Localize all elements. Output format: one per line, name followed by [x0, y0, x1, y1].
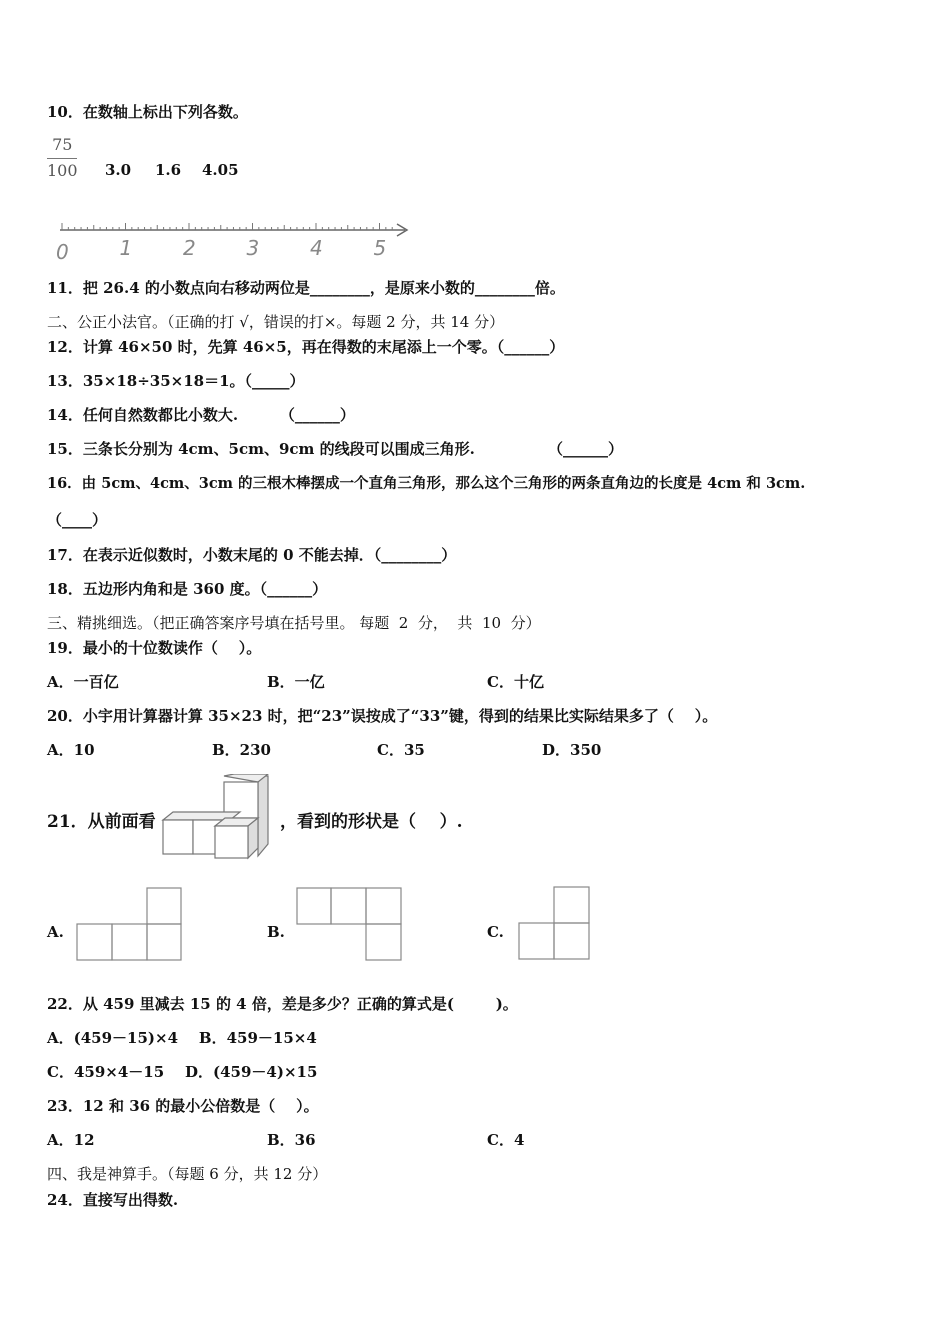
- q19-option-a: A．一百亿: [47, 673, 119, 691]
- q24: 24．直接写出得数.: [47, 1191, 179, 1209]
- axis-label: 2: [183, 236, 196, 260]
- axis-label: 4: [310, 236, 323, 260]
- q23-option-b: B．36: [267, 1131, 316, 1149]
- section-2-heading: 二、公正小法官。（正确的打 √，错误的打×。每题 2 分，共 14 分）: [47, 313, 505, 331]
- number: 4.05: [202, 161, 239, 179]
- q21-option-b: B.: [267, 923, 285, 941]
- q18: 18．五边形内角和是 360 度。（______）: [47, 580, 328, 598]
- q16-blank: （____）: [47, 511, 108, 529]
- axis-label: 0: [56, 240, 69, 263]
- q21-suffix: ，看到的形状是（ ）.: [280, 812, 463, 832]
- q14: 14．任何自然数都比小数大. （______）: [47, 406, 355, 424]
- q23: 23．12 和 36 的最小公倍数是（ ）。: [47, 1097, 319, 1115]
- q23-option-a: A．12: [47, 1131, 95, 1149]
- q20-option-a: A．10: [47, 741, 95, 759]
- q19: 19．最小的十位数读作（ ）。: [47, 639, 262, 657]
- section-3-heading: 三、精挑细选。（把正确答案序号填在括号里。 每题 2 分， 共 10 分）: [47, 614, 541, 632]
- axis-label: 5: [373, 236, 387, 260]
- q20: 20．小宇用计算器计算 35×23 时，把“23”误按成了“33”键，得到的结果比实际结果多了（ ）。: [47, 707, 718, 725]
- q21-option-a: A.: [47, 923, 64, 941]
- q22-options-row-2: C．459×4－15 D．(459－4)×15: [47, 1063, 318, 1081]
- q19-option-c: C．十亿: [487, 673, 544, 691]
- section-4-heading: 四、我是神算手。（每题 6 分，共 12 分）: [47, 1165, 328, 1183]
- q17: 17．在表示近似数时，小数末尾的 0 不能去掉．（________）: [47, 546, 457, 564]
- q23-option-c: C．4: [487, 1131, 525, 1149]
- axis-label: 3: [246, 236, 260, 260]
- option-b-shape: [295, 886, 405, 962]
- q16: 16．由 5cm、4cm、3cm 的三根木棒摆成一个直角三角形，那么这个三角形的两条直角边的长度是 4cm 和 3cm.: [47, 475, 806, 492]
- number-line: [50, 215, 420, 263]
- q12: 12．计算 46×50 时，先算 46×5，再在得数的末尾添上一个零。（______）: [47, 338, 565, 356]
- number: 1.6: [155, 161, 182, 179]
- cube-stack-figure: [160, 774, 272, 860]
- axis-label: 1: [119, 236, 133, 260]
- q22: 22．从 459 里减去 15 的 4 倍，差是多少？正确的算式是( )。: [47, 995, 518, 1013]
- option-a-shape: [76, 886, 186, 962]
- q21-prefix: 21．从前面看: [47, 812, 156, 832]
- fraction-denominator: 100: [47, 161, 78, 180]
- q20-option-b: B．230: [212, 741, 271, 759]
- option-c-shape: [517, 885, 593, 961]
- q13: 13．35×18÷35×18＝1。（_____）: [47, 372, 305, 390]
- fraction: [47, 135, 78, 181]
- q22-options-row-1: A．(459－15)×4 B．459－15×4: [47, 1029, 317, 1047]
- number: 3.0: [105, 161, 132, 179]
- q20-option-c: C．35: [377, 741, 425, 759]
- fraction-numerator: 75: [52, 135, 73, 154]
- q15: 15．三条长分别为 4cm、5cm、9cm 的线段可以围成三角形. （______）: [47, 440, 623, 458]
- q21-option-c: C.: [487, 923, 504, 941]
- q11: 11．把 26.4 的小数点向右移动两位是________，是原来小数的________倍。: [47, 279, 565, 297]
- q10-title: 10．在数轴上标出下列各数。: [47, 103, 248, 121]
- q19-option-b: B．一亿: [267, 673, 325, 691]
- q20-option-d: D．350: [542, 741, 602, 759]
